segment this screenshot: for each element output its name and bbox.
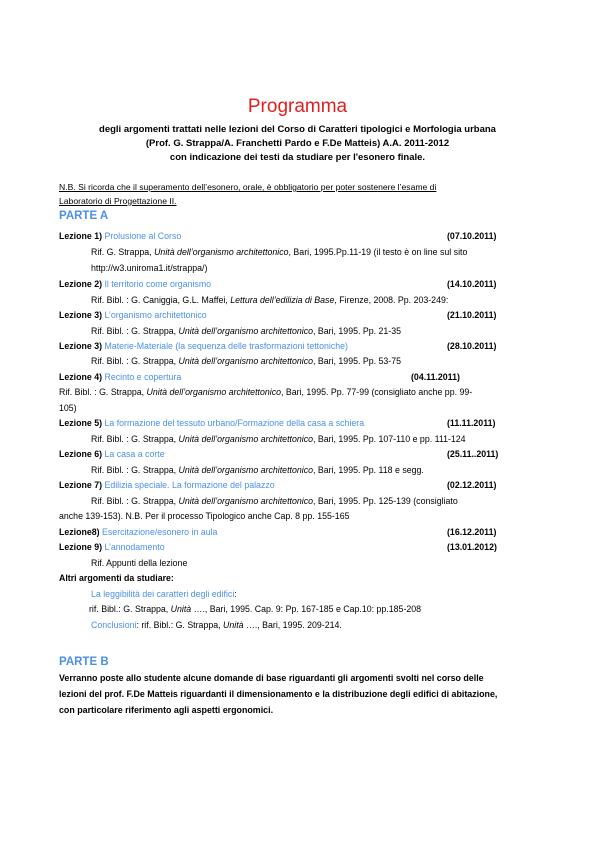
altri-item-2: Conclusioni: rif. Bibl.: G. Strappa, Unità …., Bari, 1995. 209-214. bbox=[91, 620, 342, 630]
lesson-2-date: (14.10.2011) bbox=[447, 279, 497, 289]
lesson-9-ref: Rif. Appunti della lezione bbox=[91, 558, 188, 568]
lesson-4-date: (04.11.2011) bbox=[411, 372, 460, 382]
altri-item-1: La leggibilità dei caratteri degli edifici: bbox=[91, 589, 237, 599]
lesson-7-ref-cont: anche 139-153). N.B. Per il processo Tipologico anche Cap. 8 pp. 155-165 bbox=[59, 511, 350, 521]
lesson-3b-date: (28.10.2011) bbox=[447, 341, 497, 351]
lesson-4-ref: Rif. Bibl. : G. Strappa, Unità dell’organismo architettonico, Bari, 1995. Pp. 77-99 (consigliato anche pp. 99- bbox=[59, 387, 473, 397]
parte-b-line-1: Verranno poste allo studente alcune domande di base riguardanti gli argomenti svolti nel corso delle bbox=[59, 673, 484, 683]
lesson-5: Lezione 5) La formazione del tessuto urbano/Formazione della casa a schiera bbox=[59, 418, 365, 428]
page-title: Programma bbox=[247, 96, 348, 117]
lesson-3b: Lezione 3) Materie-Materiale (la sequenza delle trasformazioni tettoniche) bbox=[59, 341, 348, 351]
parte-a-heading: PARTE A bbox=[59, 210, 109, 222]
altri-heading: Altri argomenti da studiare: bbox=[59, 573, 174, 583]
lesson-7-date: (02.12.2011) bbox=[447, 480, 497, 490]
lesson-6-date: (25.11..2011) bbox=[447, 449, 499, 459]
lesson-1: Lezione 1) Prolusione al Corso bbox=[59, 231, 182, 241]
lesson-7: Lezione 7) Edilizia speciale. La formazione del palazzo bbox=[59, 480, 275, 490]
lesson-9-date: (13.01.2012) bbox=[447, 542, 497, 552]
lesson-1-ref: Rif. G. Strappa, Unità dell’organismo architettonico, Bari, 1995.Pp.11-19 (il testo è on line sul sito bbox=[91, 247, 468, 257]
lesson-1-ref-link: http://w3.uniroma1.it/strappa/) bbox=[91, 263, 208, 273]
lesson-2-ref: Rif. Bibl. : G. Caniggia, G.L. Maffei, Lettura dell’edilizia di Base, Firenze, 2008. Pp. 203-249: bbox=[91, 295, 449, 305]
lesson-5-ref: Rif. Bibl. : G. Strappa, Unità dell’organismo architettonico, Bari, 1995. Pp. 107-110 e pp. 111-124 bbox=[91, 434, 466, 444]
lesson-4: Lezione 4) Recinto e copertura bbox=[59, 372, 182, 382]
lesson-4-ref-cont: 105) bbox=[59, 403, 77, 413]
subtitle-line-3: con indicazione dei testi da studiare per l'esonero finale. bbox=[169, 152, 426, 163]
lesson-3b-ref: Rif. Bibl. : G. Strappa, Unità dell’organismo architettonico, Bari, 1995. Pp. 53-75 bbox=[91, 356, 402, 366]
parte-b-heading: PARTE B bbox=[59, 656, 109, 668]
lesson-8-date: (16.12.2011) bbox=[447, 527, 497, 537]
lesson-2: Lezione 2) Il territorio come organismo bbox=[59, 279, 212, 289]
nb-line-2: Laboratorio di Progettazione II. bbox=[59, 196, 177, 206]
lesson-7-ref: Rif. Bibl. : G. Strappa, Unità dell’organismo architettonico, Bari, 1995. Pp. 125-139 (consigliato bbox=[91, 496, 458, 506]
lesson-1-date: (07.10.2011) bbox=[447, 231, 497, 241]
lesson-3-date: (21.10.2011) bbox=[447, 310, 497, 320]
lesson-9: Lezione 9) L’annodamento bbox=[59, 542, 165, 552]
parte-b-line-2: lezioni del prof. F.De Matteis riguardanti il dimensionamento e la distribuzione degli edifici di abitazione, bbox=[59, 689, 498, 699]
parte-b-line-3: con particolare riferimento agli aspetti ergonomici. bbox=[59, 705, 274, 715]
lesson-6-ref: Rif. Bibl. : G. Strappa, Unità dell’organismo architettonico, Bari, 1995. Pp. 118 e segg. bbox=[91, 465, 424, 475]
lesson-3-ref: Rif. Bibl. : G. Strappa, Unità dell’organismo architettonico, Bari, 1995. Pp. 21-35 bbox=[91, 326, 402, 336]
subtitle-line-1: degli argomenti trattati nelle lezioni del Corso di Caratteri tipologici e Morfologia urbana bbox=[99, 124, 496, 135]
altri-item-1-ref: rif. Bibl.: G. Strappa, Unità …., Bari, 1995. Cap. 9: Pp. 167-185 e Cap.10: pp.185-208 bbox=[89, 604, 422, 614]
subtitle-line-2: (Prof. G. Strappa/A. Franchetti Pardo e F.De Matteis) A.A. 2011-2012 bbox=[145, 138, 450, 149]
lesson-8: Lezione8) Esercitazione/esonero in aula bbox=[59, 527, 218, 537]
nb-line-1: N.B. Si ricorda che il superamento dell’esonero, orale, è obbligatorio per poter sostenere l’esame di bbox=[59, 182, 437, 192]
lesson-5-date: (11.11.2011) bbox=[447, 418, 496, 428]
lesson-3: Lezione 3) L’organismo architettonico bbox=[59, 310, 207, 320]
lesson-6: Lezione 6) La casa a corte bbox=[59, 449, 165, 459]
